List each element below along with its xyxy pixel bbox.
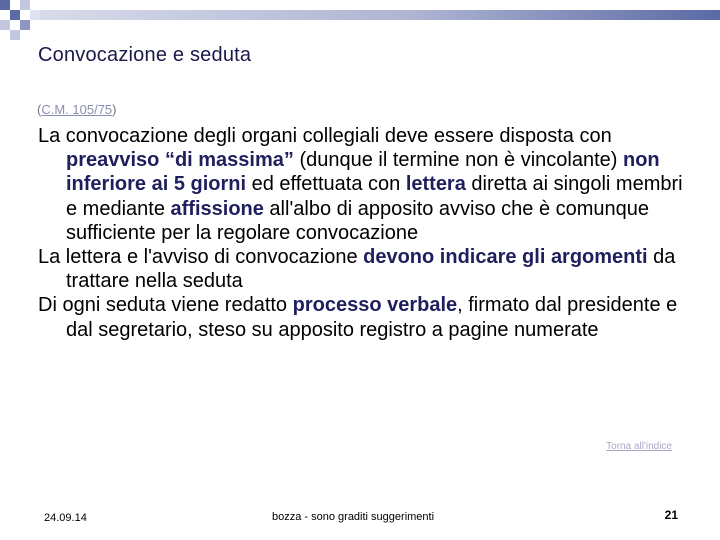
reference-link[interactable]: C.M. 105/75	[41, 102, 113, 117]
body-paragraph	[38, 245, 688, 293]
body-paragraph	[38, 124, 688, 245]
paragraph-text: diretta ai singoli membri e mediante	[66, 173, 683, 220]
paragraph-text: all'albo di apposito avviso che è comunque sufficiente per la regolare convocazione	[66, 197, 650, 244]
back-to-index-link[interactable]: Torna all'indice	[606, 441, 672, 452]
page-number: 21	[664, 508, 678, 522]
highlighted-text: lettera	[405, 173, 466, 196]
highlighted-text: devono indicare gli argomenti	[363, 246, 648, 269]
highlighted-text: processo verbale	[292, 294, 458, 317]
footer-date: 24.09.14	[44, 512, 87, 524]
paragraph-text: Di ogni seduta viene redatto	[38, 294, 293, 317]
paragraph-text: (dunque il termine non è vincolante)	[293, 149, 623, 172]
paragraph-text: La convocazione degli organi collegiali deve essere disposta con	[38, 125, 612, 147]
paragraph-text: , firmato dal presidente e dal segretario, steso su apposito registro a pagine numerate	[66, 294, 678, 341]
reference-note	[37, 102, 117, 117]
highlighted-text: non inferiore ai 5 giorni	[66, 149, 660, 196]
header-decoration	[0, 0, 720, 50]
body-paragraph	[38, 293, 688, 341]
paragraph-text: da trattare nella seduta	[66, 246, 676, 293]
ref-open: (	[37, 102, 42, 117]
paragraph-text: La lettera e l'avviso di convocazione	[38, 246, 364, 269]
ref-close: )	[112, 102, 117, 117]
slide-title: Convocazione e seduta	[38, 44, 252, 66]
slide-body	[38, 124, 688, 342]
paragraph-text: ed effettuata con	[246, 173, 406, 196]
highlighted-text: affissione	[170, 197, 264, 220]
footer-note: bozza - sono graditi suggerimenti	[272, 511, 435, 523]
highlighted-text: preavviso “di massima”	[66, 149, 294, 172]
